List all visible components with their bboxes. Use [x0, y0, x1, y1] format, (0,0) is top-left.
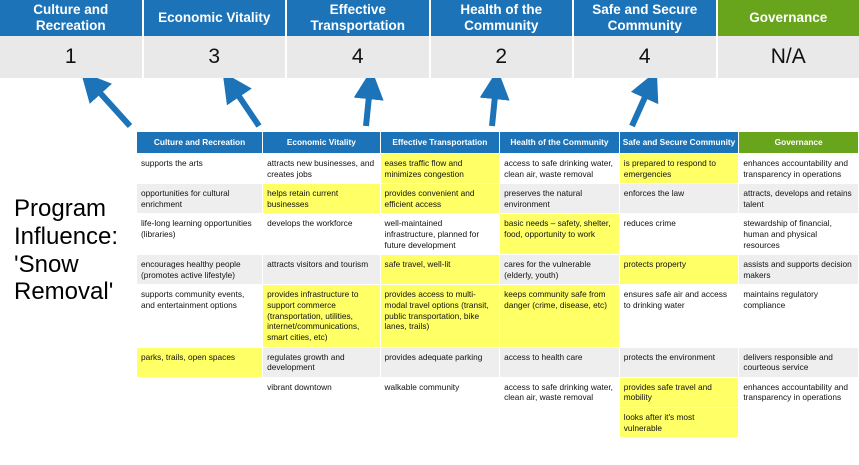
matrix-cell: attracts, develops and retains talent — [739, 184, 859, 214]
matrix-cell-empty — [739, 407, 859, 437]
matrix-cell: assists and supports decision makers — [739, 255, 859, 285]
matrix-cell: maintains regulatory compliance — [739, 285, 859, 347]
matrix-cell: enforces the law — [619, 184, 739, 214]
header-cell-health-of-the-community: Health of the Community — [431, 0, 575, 36]
matrix-cell: provides infrastructure to support commerce (transportation, utilities, internet/communications, smart cities, etc) — [263, 285, 380, 347]
matrix-cell: protects property — [619, 255, 739, 285]
header-cell-safe-and-secure-community: Safe and Secure Community — [574, 0, 718, 36]
score-band — [0, 36, 859, 78]
matrix-cell: helps retain current businesses — [263, 184, 380, 214]
table-row — [137, 154, 859, 184]
header-cell-governance: Governance — [718, 0, 859, 36]
matrix-cell: life-long learning opportunities (libraries) — [137, 214, 263, 255]
matrix-cell: regulates growth and development — [263, 347, 380, 377]
matrix-cell: well-maintained infrastructure, planned for future development — [380, 214, 500, 255]
score-governance: N/A — [718, 36, 859, 78]
arrow-health-of-the-community — [492, 86, 496, 126]
matrix-header-culture-and-recreation: Culture and Recreation — [137, 132, 263, 154]
header-cell-economic-vitality: Economic Vitality — [144, 0, 288, 36]
matrix-cell: attracts new businesses, and creates jobs — [263, 154, 380, 184]
matrix-cell: delivers responsible and courteous service — [739, 347, 859, 377]
matrix-cell: provides convenient and efficient access — [380, 184, 500, 214]
matrix-cell: provides safe travel and mobility — [619, 377, 739, 407]
matrix-cell: ensures safe air and access to drinking water — [619, 285, 739, 347]
matrix-cell-empty — [137, 377, 263, 407]
matrix-cell: is prepared to respond to emergencies — [619, 154, 739, 184]
table-row — [137, 184, 859, 214]
matrix-cell: provides access to multi-modal travel options (transit, public transportation, bike lanes, trails) — [380, 285, 500, 347]
header-cell-culture-and-recreation: Culture and Recreation — [0, 0, 144, 36]
matrix-cell: supports the arts — [137, 154, 263, 184]
table-row — [137, 377, 859, 407]
matrix-cell: eases traffic flow and minimizes congestion — [380, 154, 500, 184]
matrix-cell: opportunities for cultural enrichment — [137, 184, 263, 214]
score-health-of-the-community: 2 — [431, 36, 575, 78]
matrix-cell-empty — [263, 407, 380, 437]
arrow-safe-and-secure-community — [632, 86, 650, 126]
header-cell-effective-transportation: Effective Transportation — [287, 0, 431, 36]
matrix-header-governance: Governance — [739, 132, 859, 154]
program-influence-caption: Program Influence: 'Snow Removal' — [14, 195, 119, 306]
matrix-cell: protects the environment — [619, 347, 739, 377]
arrow-group — [0, 78, 859, 133]
matrix-cell-empty — [137, 407, 263, 437]
matrix-cell: access to safe drinking water, clean air, waste removal — [500, 377, 620, 407]
matrix-header-economic-vitality: Economic Vitality — [263, 132, 380, 154]
matrix-header-safe-and-secure-community: Safe and Secure Community — [619, 132, 739, 154]
matrix-cell-empty — [500, 407, 620, 437]
matrix-cell: preserves the natural environment — [500, 184, 620, 214]
matrix-cell: access to safe drinking water, clean air, waste removal — [500, 154, 620, 184]
arrow-culture-and-recreation — [92, 84, 130, 126]
matrix-cell: walkable community — [380, 377, 500, 407]
score-culture-and-recreation: 1 — [0, 36, 144, 78]
matrix-cell: attracts visitors and tourism — [263, 255, 380, 285]
score-economic-vitality: 3 — [144, 36, 288, 78]
scorecard-header-band — [0, 0, 859, 36]
matrix-cell: enhances accountability and transparency in operations — [739, 154, 859, 184]
matrix-cell: access to health care — [500, 347, 620, 377]
matrix-cell: stewardship of financial, human and physical resources — [739, 214, 859, 255]
table-row — [137, 347, 859, 377]
matrix-header-effective-transportation: Effective Transportation — [380, 132, 500, 154]
strategic-results-matrix — [136, 131, 859, 438]
matrix-cell: reduces crime — [619, 214, 739, 255]
table-row — [137, 214, 859, 255]
matrix-cell: cares for the vulnerable (elderly, youth) — [500, 255, 620, 285]
table-row — [137, 255, 859, 285]
table-row — [137, 285, 859, 347]
matrix-header-health-of-the-community: Health of the Community — [500, 132, 620, 154]
matrix-cell: encourages healthy people (promotes active lifestyle) — [137, 255, 263, 285]
matrix-cell: enhances accountability and transparency in operations — [739, 377, 859, 407]
table-row — [137, 407, 859, 437]
matrix-cell: supports community events, and entertainment options — [137, 285, 263, 347]
matrix-cell: parks, trails, open spaces — [137, 347, 263, 377]
arrow-effective-transportation — [366, 86, 370, 126]
matrix-header-row — [137, 132, 859, 154]
matrix-cell: vibrant downtown — [263, 377, 380, 407]
matrix-cell: basic needs – safety, shelter, food, opportunity to work — [500, 214, 620, 255]
matrix-cell-empty — [380, 407, 500, 437]
matrix-cell: develops the workforce — [263, 214, 380, 255]
matrix-cell: provides adequate parking — [380, 347, 500, 377]
score-effective-transportation: 4 — [287, 36, 431, 78]
matrix-cell: looks after it's most vulnerable — [619, 407, 739, 437]
matrix-cell: keeps community safe from danger (crime, disease, etc) — [500, 285, 620, 347]
score-safe-and-secure-community: 4 — [574, 36, 718, 78]
matrix-cell: safe travel, well-lit — [380, 255, 500, 285]
arrow-economic-vitality — [232, 86, 259, 126]
